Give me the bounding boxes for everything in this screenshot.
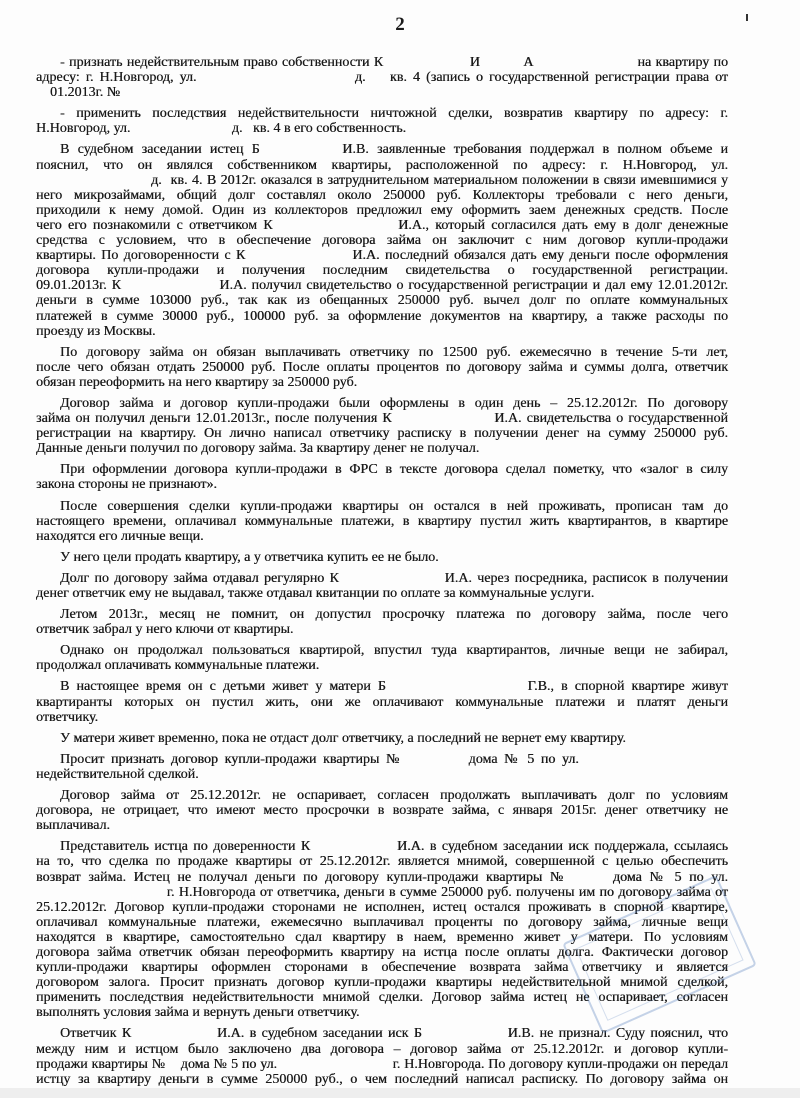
text-line: 09.01.2013г. К И.А. получил свидетельство о государственной регистрации и дал ему 12.01.2012г. [36, 278, 728, 294]
text-line: денег ответчик ему не выдавал, также отдавал квитанции по оплате за коммунальные услуги. [36, 586, 595, 601]
text-line: Н.Новгород, ул. д. кв. 4 в его собственность. [36, 121, 407, 137]
text-line: договора, не отрицает, что имеют место просрочки в возврате займа, с января 2015г. денег ответчику не [36, 803, 728, 819]
paragraph [36, 55, 728, 100]
text-line: оплачивал коммунальные платежи, ежемесячно выплачивал проценты по договору займа, личные вещи [36, 914, 728, 930]
text-line: после чего обязан отдать 250000 руб. После оплаты процентов по договору займа и суммы долга, ответчик [36, 359, 728, 375]
text-line: - признать недействительным право собственности К И А на квартиру по [60, 55, 728, 70]
text-line: продажи квартиры № дома № 5 по ул. г. Н.Новгорода. По договору купли-продажи он передал [36, 1056, 728, 1072]
text-line: После совершения сделки купли-продажи квартиры он остался в ней проживать, прописан там до [60, 498, 728, 514]
text-line: Просит признать договор купли-продажи квартиры № дома № 5 по ул. [60, 751, 728, 767]
text-line: квартиры. По договоренности с К И.А. последний обязался дать ему деньги после оформления [36, 248, 728, 264]
page-number: 2 [395, 14, 405, 35]
text-line: настоящего времени, оплачивал коммунальные платежи, в квартиру пустил жить квартирантов, в квартире [36, 513, 728, 529]
text-line: применить последствия недействительности мнимой сделки. Договор займа истец не оспаривает, согласен [36, 990, 728, 1006]
text-line: Данные деньги получил по договору займа. За квартиру денег не получал. [36, 441, 480, 457]
paragraph [36, 1026, 728, 1086]
text-line: на то, что сделка по продаже квартиры от 25.12.2012г. является мнимой, совершенной с целью обеспечить [36, 854, 728, 870]
text-line: г. Н.Новгорода от ответчика, деньги в сумме 250000 руб. получены им по договору займа от [36, 884, 728, 900]
text-line: продолжал оплачивать коммунальные платежи. [36, 658, 320, 674]
text-line: истцу за квартиру деньги в сумме 250000 руб., о чем последний написал расписку. По договору займа он [36, 1071, 728, 1087]
text-line: находятся в квартире, самостоятельно сдал квартиру в наем, временно живет у матери. По условиям [36, 929, 728, 945]
text-line: По договору займа он обязан выплачивать ответчику по 12500 руб. ежемесячно в течение 5-ти лет, [60, 344, 728, 360]
text-line: д. кв. 4. В 2012г. оказался в затруднительном материальном положении в связи имевшимися у [36, 172, 728, 188]
paragraph [36, 396, 728, 456]
page-bottom-edge [0, 1088, 800, 1098]
text-line: закона стороны не признают». [36, 477, 217, 493]
text-line: регистрации на квартиру. Он лично написал ответчику расписку в получении денег на сумму 250000 руб. [36, 426, 728, 442]
text-line: чего его познакомили с ответчиком К И.А., который согласился дать ему в долг денежные [36, 217, 728, 233]
text-line: У него цели продать квартиру, а у ответчика купить ее не было. [60, 549, 439, 565]
text-line: договора купли-продажи и получения последним свидетельства о государственной регистрации. [36, 263, 728, 279]
text-line: ответчик забрал у него ключи от квартиры. [36, 622, 294, 638]
paragraph [36, 499, 728, 544]
text-line: между ним и истцом было заключено два договора – договор займа от 25.12.2012г. и договор купли- [36, 1041, 728, 1057]
text-line: Договор займа и договор купли-продажи были оформлены в один день – 25.12.2012г. По договору [60, 395, 728, 411]
text-line: приходили к нему домой. Один из коллекторов предложил ему оформить заем денежных средств. После [36, 202, 728, 218]
paragraph [36, 752, 728, 782]
paragraph [36, 462, 728, 492]
text-line: Договор займа от 25.12.2012г. не оспаривает, согласен продолжать выплачивать долг по условиям [60, 788, 728, 804]
text-line: возврат займа. Истец не получал деньги по договору купли-продажи квартиры № дома № 5 по ул. [36, 869, 728, 885]
text-line: Долг по договору займа отдавал регулярно К И.А. через посредника, расписок в получении [60, 570, 728, 586]
paragraph [36, 731, 728, 746]
paragraph [36, 142, 728, 338]
text-line: В настоящее время он с детьми живет у матери Б Г.В., в спорной квартире живут [60, 679, 728, 695]
text-line: займа он получил деньги 12.01.2013г., после получения К И.А. свидетельства о государственной [36, 411, 728, 427]
text-line: адресу: г. Н.Новгород, ул. д. кв. 4 (запись о государственной регистрации права от [36, 70, 728, 86]
text-line: При оформлении договора купли-продажи в ФРС в тексте договора сделал пометку, что «залог в силу [60, 462, 728, 478]
text-line: проезду из Москвы. [36, 323, 156, 339]
text-line: обязан переоформить на него квартиру за 250000 руб. [36, 374, 358, 390]
text-line: Ответчик К И.А. в судебном заседании иск Б И.В. не признал. Суду пояснил, что [60, 1026, 728, 1042]
text-line: Летом 2013г., месяц не помнит, он допустил просрочку платежа по договору займа, после чего [60, 607, 728, 623]
text-line: В судебном заседании истец Б И.В. заявленные требования поддержал в полном объеме и [60, 142, 728, 158]
text-line: Представитель истца по доверенности К И.А. в судебном заседании иск поддержала, ссылаясь [60, 839, 728, 855]
text-line: договора займа ответчик обязан переоформить квартиру на истца после оплаты долга. Фактически договор [36, 944, 728, 960]
text-line: У матери живет временно, пока не отдаст долг ответчику, а последний не вернет ему квартиру. [60, 730, 626, 746]
paragraph [36, 643, 728, 673]
text-line: выполнять условия займа и вернуть деньги ответчику. [36, 1005, 360, 1021]
text-line: купли-продажи квартиры оформлен сторонами в обеспечение возврата займа ответчику и является [36, 960, 728, 976]
text-line: находятся его личные вещи. [36, 528, 204, 544]
text-line: него микрозаймами, общий долг составлял около 250000 руб. Коллекторы требовали с него деньги, [36, 187, 728, 203]
paragraph [36, 788, 728, 833]
text-line: Однако он продолжал пользоваться квартирой, впустил туда квартирантов, личные вещи не забирал, [60, 643, 728, 659]
text-line: 25.12.2012г. Договор купли-продажи сторонами не исполнен, истец остался проживать в спорной квартире, [36, 899, 728, 915]
paragraph [36, 607, 728, 637]
text-line: 01.2013г. № [36, 85, 121, 101]
text-line: выплачивал. [36, 818, 110, 834]
paragraph [36, 550, 728, 565]
text-line: платежей в сумме 30000 руб., 100000 руб. за оформление документов на квартиру, а также расходы по [36, 308, 728, 324]
text-line: деньги в сумме 103000 руб., так как из обещанных 250000 руб. вычел долг по оплате коммунальных [36, 293, 728, 309]
paragraph [36, 106, 728, 136]
paragraph [36, 345, 728, 390]
paragraph [36, 571, 728, 601]
text-line: средства с условием, что в обеспечение договора займа он заключит с ним договор купли-продажи [36, 233, 728, 249]
text-line: - применить последствия недействительности ничтожной сделки, возвратив квартиру по адресу: г. [60, 106, 728, 122]
text-line: договором залога. Просит признать договор купли-продажи квартиры недействительной мнимой сделкой, [36, 975, 728, 991]
text-line: недействительной сделкой. [36, 766, 199, 782]
paragraph [36, 679, 728, 724]
text-line: пояснил, что он являлся собственником квартиры, расположенной по адресу: г. Н.Новгород, ул. [36, 157, 728, 173]
text-line: ответчику. [36, 709, 99, 725]
text-line: квартиранты которых он пустил жить, они же оплачивают коммунальные платежи и платят деньги [36, 694, 728, 710]
